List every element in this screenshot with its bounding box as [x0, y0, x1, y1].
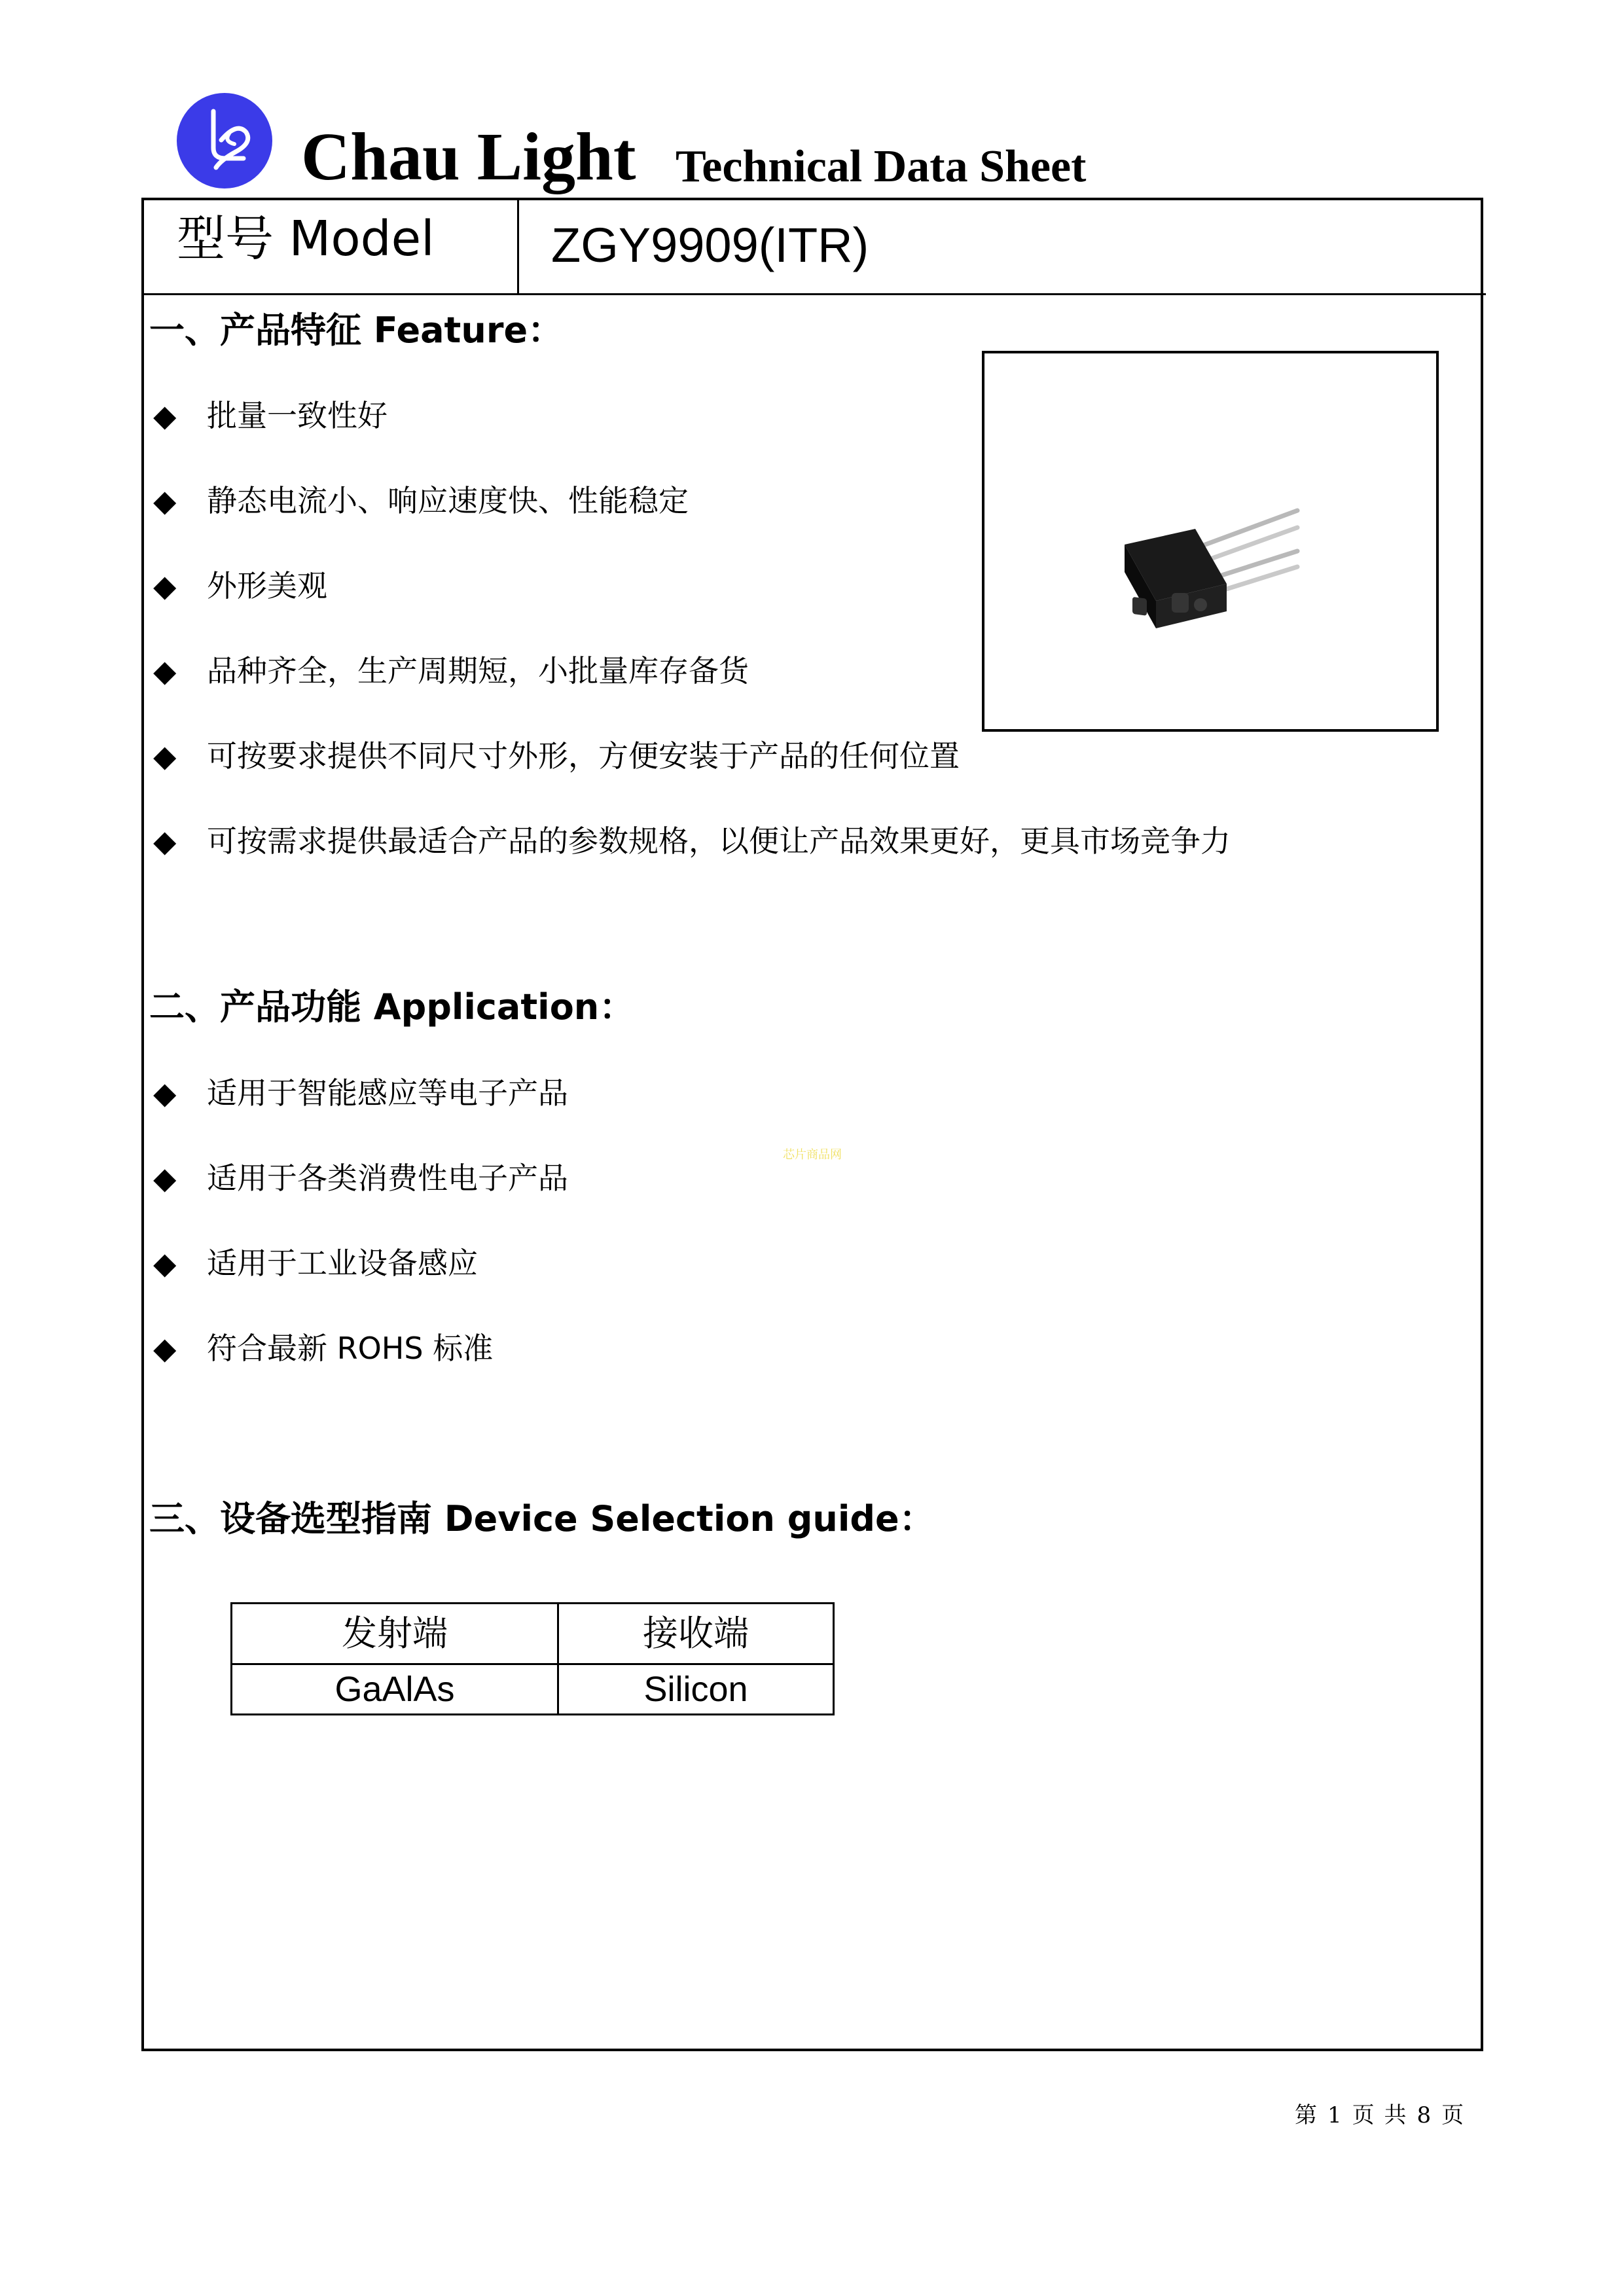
current-page-number: 1	[1327, 2102, 1343, 2128]
table-cell: Silicon	[558, 1664, 834, 1715]
model-column-divider	[517, 200, 519, 295]
feature-item: ◆ 静态电流小、响应速度快、性能稳定	[153, 483, 689, 518]
model-label: 型号 Model	[177, 211, 435, 267]
product-image-frame	[982, 351, 1439, 732]
brand-name: Chau Light	[301, 119, 636, 194]
bullet-diamond-icon: ◆	[153, 738, 177, 774]
table-row	[232, 1664, 834, 1715]
application-item: ◆ 符合最新 ROHS 标准	[153, 1331, 494, 1366]
features-title: 一、产品特征 Feature：	[149, 310, 564, 351]
table-header-cell: 发射端	[232, 1604, 558, 1664]
selection-title: 三、设备选型指南 Device Selection guide：	[149, 1498, 935, 1539]
company-logo	[175, 92, 274, 190]
page-indicator: 第 1 页 共 8 页	[1295, 2102, 1466, 2128]
bullet-diamond-icon: ◆	[153, 568, 177, 603]
feature-item: ◆ 品种齐全，生产周期短，小批量库存备货	[153, 653, 749, 689]
total-page-number: 8	[1416, 2102, 1433, 2128]
table-header-row	[232, 1604, 834, 1664]
table-header-cell: 接收端	[558, 1604, 834, 1664]
model-value: ZGY9909(ITR)	[551, 218, 869, 272]
application-item: ◆ 适用于各类消费性电子产品	[153, 1160, 568, 1196]
feature-item: ◆ 可按需求提供最适合产品的参数规格，以便让产品效果更好，更具市场竞争力	[153, 823, 1231, 859]
feature-item: ◆ 可按要求提供不同尺寸外形，方便安装于产品的任何位置	[153, 738, 960, 774]
bullet-diamond-icon: ◆	[153, 1075, 177, 1111]
bullet-diamond-icon: ◆	[153, 1160, 177, 1196]
bullet-diamond-icon: ◆	[153, 398, 177, 433]
bullet-diamond-icon: ◆	[153, 1331, 177, 1366]
selection-table	[230, 1602, 835, 1715]
bullet-diamond-icon: ◆	[153, 653, 177, 689]
application-item: ◆ 适用于工业设备感应	[153, 1246, 478, 1281]
feature-item: ◆ 批量一致性好	[153, 398, 388, 433]
table-cell: GaAlAs	[232, 1664, 558, 1715]
sensor-component-image	[984, 353, 1436, 729]
model-row-divider	[144, 293, 1486, 295]
feature-item: ◆ 外形美观	[153, 568, 327, 603]
bullet-diamond-icon: ◆	[153, 823, 177, 859]
applications-title: 二、产品功能 Application：	[149, 986, 635, 1028]
bullet-diamond-icon: ◆	[153, 1246, 177, 1281]
document-subtitle: Technical Data Sheet	[676, 141, 1087, 192]
watermark: 芯片商品网	[783, 1148, 842, 1162]
bullet-diamond-icon: ◆	[153, 483, 177, 518]
application-item: ◆ 适用于智能感应等电子产品	[153, 1075, 568, 1111]
